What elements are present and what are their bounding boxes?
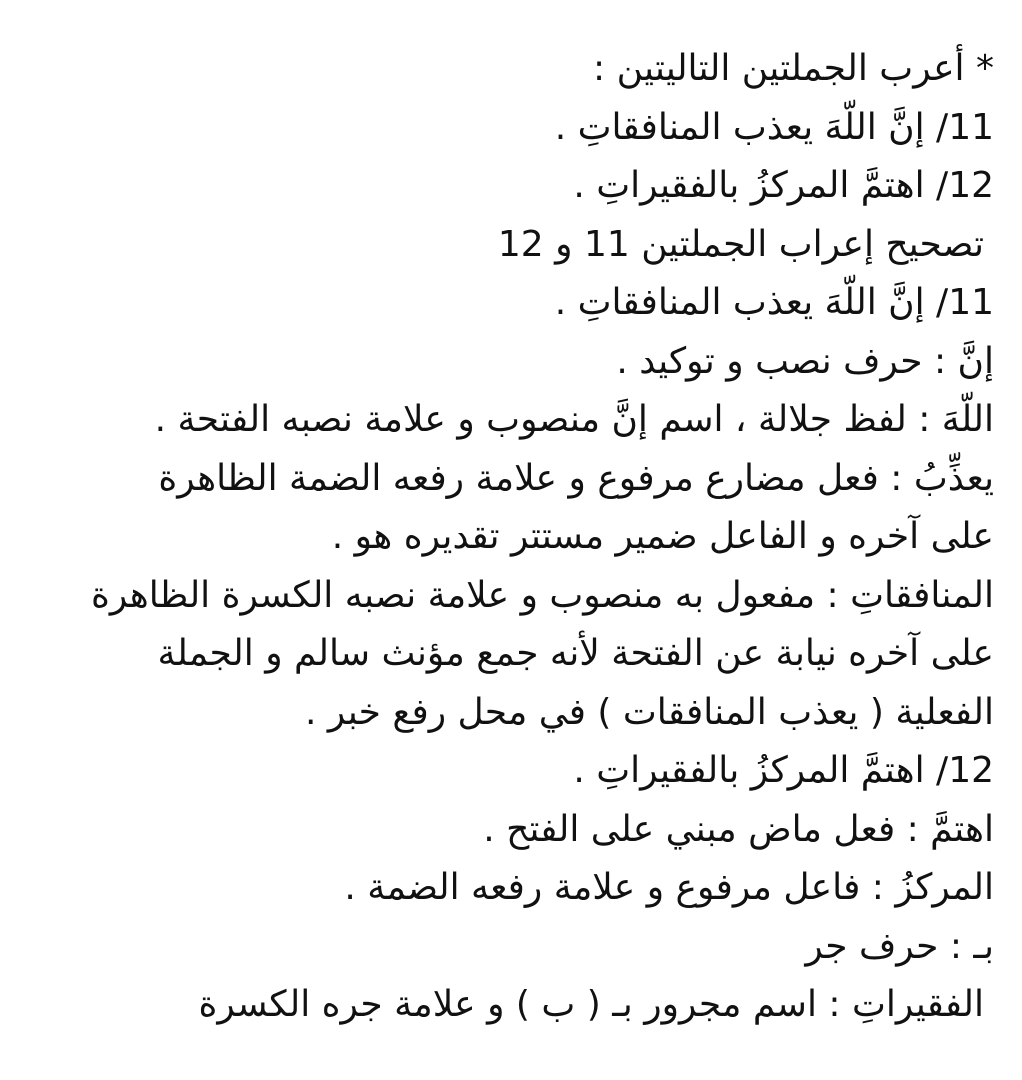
parse-munafiqat-continued: على آخره نيابة عن الفتحة لأنه جمع مؤنث سالم و الجملة bbox=[157, 633, 994, 674]
parse-inna: إنَّ : حرف نصب و توكيد . bbox=[616, 340, 994, 382]
parse-allah: اللّهَ : لفظ جلالة ، اسم إنَّ منصوب و علامة نصبه الفتحة . bbox=[154, 399, 994, 440]
parse-verbal-sentence: الفعلية ( يعذب المنافقات ) في محل رفع خبر . bbox=[305, 691, 994, 733]
exercise-document bbox=[34, 40, 994, 1035]
sentence-12-repeat: 12/ اهتمَّ المركزُ بالفقيراتِ . bbox=[573, 750, 994, 791]
parse-yuadhib: يعذِّبُ : فعل مضارع مرفوع و علامة رفعه الضمة الظاهرة bbox=[158, 457, 994, 499]
parse-faqirat: الفقيراتِ : اسم مجرور بـ ( ب ) و علامة جره الكسرة bbox=[198, 984, 984, 1025]
parse-ba: بـ : حرف جر bbox=[805, 925, 994, 967]
parse-munafiqat: المنافقاتِ : مفعول به منصوب و علامة نصبه الكسرة الظاهرة bbox=[90, 574, 994, 616]
parse-yuadhib-continued: على آخره و الفاعل ضمير مستتر تقديره هو . bbox=[331, 516, 994, 557]
sentence-12: 12/ اهتمَّ المركزُ بالفقيراتِ . bbox=[573, 165, 994, 206]
sentence-11-repeat: 11/ إنَّ اللّهَ يعذب المنافقاتِ . bbox=[554, 282, 994, 323]
correction-heading: تصحيح إعراب الجملتين 11 و 12 bbox=[497, 223, 984, 265]
parse-markaz: المركزُ : فاعل مرفوع و علامة رفعه الضمة . bbox=[344, 867, 994, 908]
exercise-instruction: * أعرب الجملتين التاليتين : bbox=[593, 48, 994, 89]
parse-ihtamma: اهتمَّ : فعل ماض مبني على الفتح . bbox=[483, 808, 994, 850]
sentence-11: 11/ إنَّ اللّهَ يعذب المنافقاتِ . bbox=[554, 106, 994, 148]
